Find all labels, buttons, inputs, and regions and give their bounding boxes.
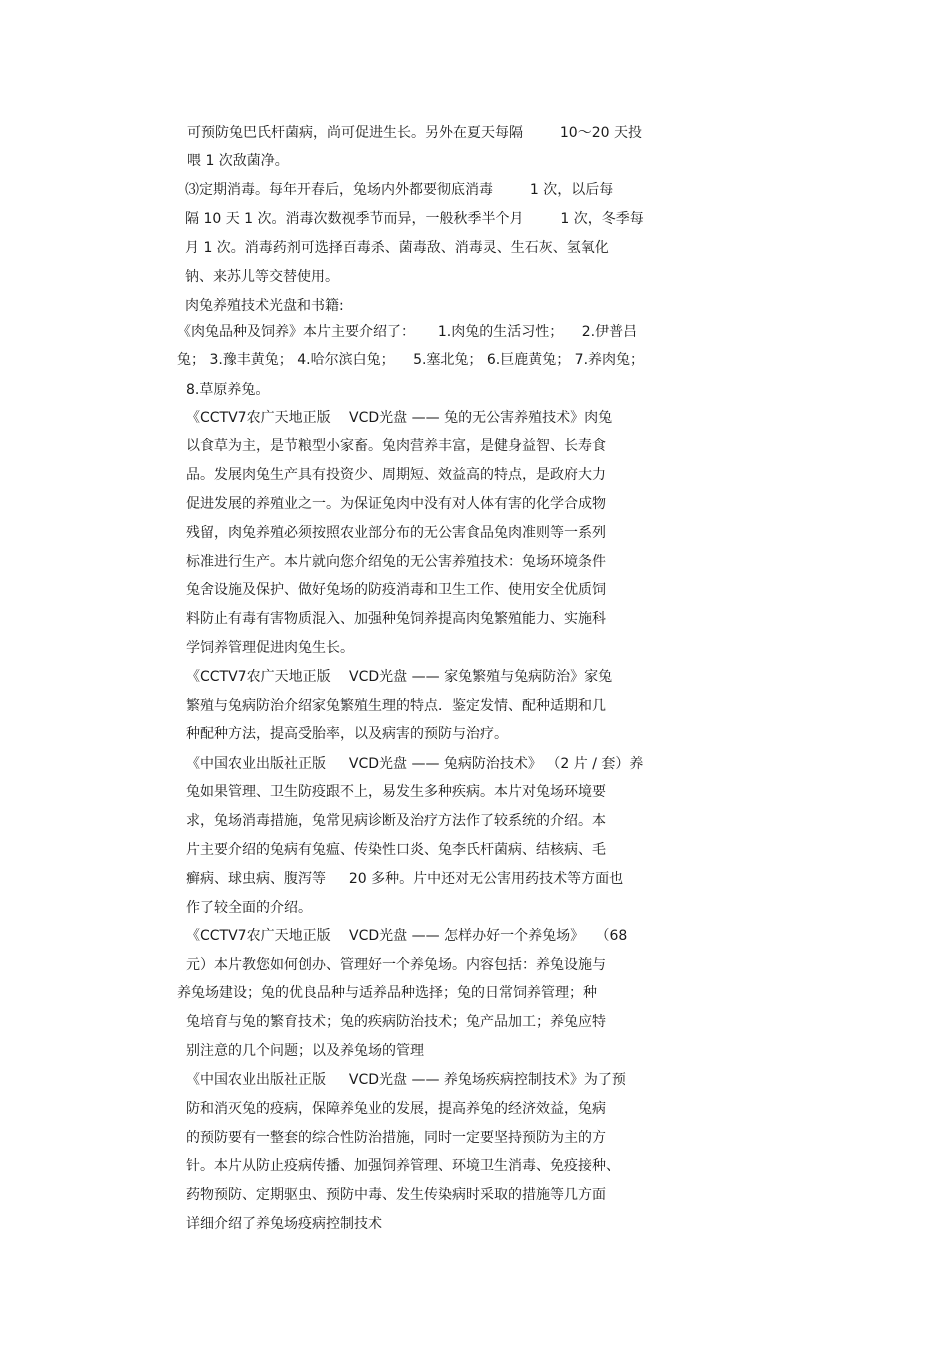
text-line: 《肉兔品种及饲养》本片主要介绍了： 1.肉兔的生活习性； 2.伊普吕 [177,324,638,340]
text-line: 料防止有毒有害物质混入、加强种兔饲养提高肉兔繁殖能力、实施科 [186,611,606,627]
text-line: 的预防要有一整套的综合性防治措施，同时一定要坚持预防为主的方 [186,1130,606,1146]
text-line: 兔培育与兔的繁育技术；兔的疾病防治技术；兔产品加工；养兔应特 [186,1014,606,1030]
text-line: 详细介绍了养兔场疫病控制技术 [186,1216,382,1232]
text-line: 8.草原养兔。 [186,382,270,398]
text-line: 别注意的几个问题；以及养兔场的管理 [186,1043,424,1059]
text-line: 品。发展肉兔生产具有投资少、周期短、效益高的特点，是政府大力 [186,467,606,483]
text-line: 月 1 次。消毒药剂可选择百毒杀、菌毒敌、消毒灵、生石灰、氢氧化 [185,240,609,256]
text-line: 隔 10 天 1 次。消毒次数视季节而异，一般秋季半个月 1 次，冬季每 [185,211,644,227]
text-line: 可预防兔巴氏杆菌病，尚可促进生长。另外在夏天每隔 10～20 天投 [187,125,642,141]
text-line: ⑶定期消毒。每年开春后，兔场内外都要彻底消毒 1 次，以后每 [185,182,614,198]
text-line: 喂 1 次敌菌净。 [187,153,289,169]
text-line: 癣病、球虫病、腹泻等 20 多种。片中还对无公害用药技术等方面也 [186,871,624,887]
text-line: 养兔场建设；兔的优良品种与适养品种选择；兔的日常饲养管理；种 [177,985,597,1001]
text-line: 标准进行生产。本片就向您介绍兔的无公害养殖技术：兔场环境条件 [186,554,606,570]
text-line: 兔； 3.豫丰黄兔； 4.哈尔滨白兔； 5.塞北兔； 6.巨鹿黄兔； 7.养肉兔； [177,352,645,368]
text-line: 促进发展的养殖业之一。为保证兔肉中没有对人体有害的化学合成物 [186,496,606,512]
text-line: 作了较全面的介绍。 [186,900,312,916]
text-line: 药物预防、定期驱虫、预防中毒、发生传染病时采取的措施等几方面 [186,1187,606,1203]
text-line: 《中国农业出版社正版 VCD光盘 —— 兔病防治技术》 （2 片 / 套）养 [186,756,644,772]
text-line: 以食草为主，是节粮型小家畜。兔肉营养丰富，是健身益智、长寿食 [186,438,606,454]
text-line: 钠、来苏儿等交替使用。 [185,269,339,285]
text-line: 种配种方法，提高受胎率，以及病害的预防与治疗。 [186,726,508,742]
text-line: 元）本片教您如何创办、管理好一个养兔场。内容包括：养兔设施与 [186,957,606,973]
text-line: 片主要介绍的兔病有兔瘟、传染性口炎、兔李氏杆菌病、结核病、毛 [186,842,606,858]
text-line: 繁殖与兔病防治介绍家兔繁殖生理的特点．鉴定发情、配种适期和几 [186,698,606,714]
text-line: 《中国农业出版社正版 VCD光盘 —— 养兔场疾病控制技术》为了预 [186,1072,626,1088]
text-line: 针。本片从防止疫病传播、加强饲养管理、环境卫生消毒、免疫接种、 [186,1158,620,1174]
text-line: 《CCTV7农广天地正版 VCD光盘 —— 兔的无公害养殖技术》肉兔 [186,410,613,426]
text-line: 兔如果管理、卫生防疫跟不上，易发生多种疾病。本片对兔场环境要 [186,784,606,800]
text-line: 防和消灭兔的疫病，保障养兔业的发展，提高养兔的经济效益，兔病 [186,1101,606,1117]
text-line: 残留，肉兔养殖必须按照农业部分布的无公害食品兔肉准则等一系列 [186,525,606,541]
text-line: 肉兔养殖技术光盘和书籍: [185,298,344,314]
text-line: 求，兔场消毒措施，兔常见病诊断及治疗方法作了较系统的介绍。本 [186,813,606,829]
text-line: 兔舍设施及保护、做好兔场的防疫消毒和卫生工作、使用安全优质饲 [186,582,606,598]
text-line: 学饲养管理促进肉兔生长。 [186,640,354,656]
text-line: 《CCTV7农广天地正版 VCD光盘 —— 怎样办好一个养兔场》 （68 [186,928,628,944]
text-line: 《CCTV7农广天地正版 VCD光盘 —— 家兔繁殖与兔病防治》家兔 [186,669,613,685]
